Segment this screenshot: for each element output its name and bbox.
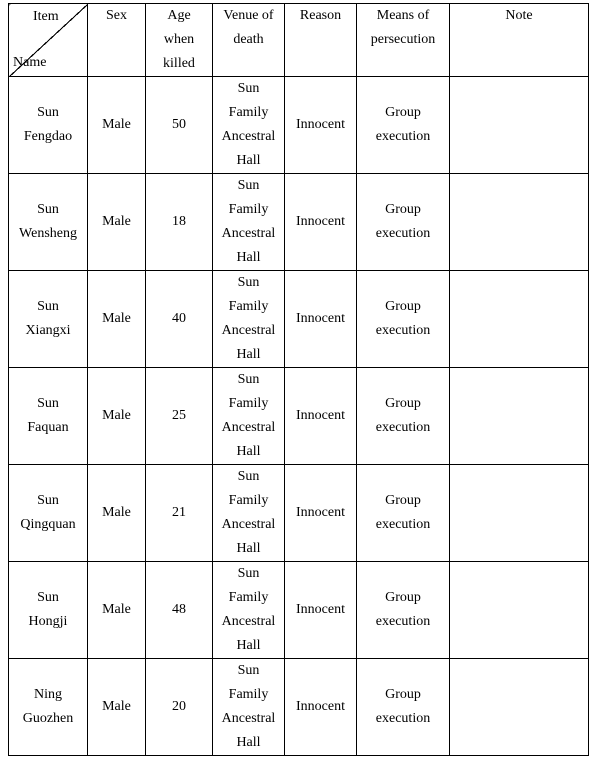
age-header-line: when <box>163 32 195 47</box>
name-cell-line: Sun <box>37 590 59 605</box>
table-row <box>9 174 589 271</box>
sex-cell: Male <box>88 174 146 271</box>
name-cell-line: Sun <box>37 493 59 508</box>
means-cell-line: execution <box>375 129 431 144</box>
note-cell <box>450 562 589 659</box>
means-header-line: persecution <box>370 32 436 47</box>
venue-cell-line: Ancestral <box>221 129 276 144</box>
age-header-line: Age <box>167 8 191 23</box>
venue-cell-line: Ancestral <box>221 517 276 532</box>
name-cell <box>9 368 88 465</box>
venue-cell-line: Sun <box>237 372 260 387</box>
name-cell-line: Guozhen <box>22 711 74 726</box>
age-cell: 48 <box>146 562 213 659</box>
table-row <box>9 465 589 562</box>
means-cell-line: execution <box>375 711 431 726</box>
means-cell-line: Group <box>385 396 421 411</box>
means-cell-line: Group <box>385 202 421 217</box>
venue-cell-line: Ancestral <box>221 614 276 629</box>
item-name-header <box>9 4 88 77</box>
table-row <box>9 562 589 659</box>
means-header <box>357 4 450 77</box>
age-cell: 20 <box>146 659 213 756</box>
means-cell <box>357 174 450 271</box>
name-cell <box>9 465 88 562</box>
name-cell-line: Fengdao <box>23 129 73 144</box>
means-cell-line: execution <box>375 517 431 532</box>
sex-header: Sex <box>88 4 146 77</box>
means-cell <box>357 465 450 562</box>
table-row <box>9 659 589 756</box>
means-cell <box>357 77 450 174</box>
reason-cell: Innocent <box>285 271 357 368</box>
means-header-line: Means of <box>376 8 430 23</box>
age-cell: 18 <box>146 174 213 271</box>
age-cell: 40 <box>146 271 213 368</box>
venue-cell-line: Hall <box>236 735 261 750</box>
venue-cell <box>213 562 285 659</box>
venue-cell-line: Sun <box>237 469 260 484</box>
venue-cell-line: Sun <box>237 81 260 96</box>
table-row <box>9 368 589 465</box>
means-cell <box>357 368 450 465</box>
name-cell-line: Faquan <box>27 420 69 435</box>
note-cell <box>450 368 589 465</box>
name-label: Name <box>13 55 47 70</box>
venue-cell-line: Hall <box>236 153 261 168</box>
name-cell <box>9 77 88 174</box>
sex-cell: Male <box>88 465 146 562</box>
venue-cell-line: Hall <box>236 347 261 362</box>
name-cell <box>9 271 88 368</box>
name-cell-line: Hongji <box>28 614 68 629</box>
age-cell: 50 <box>146 77 213 174</box>
venue-cell <box>213 77 285 174</box>
venue-cell-line: Family <box>228 687 269 702</box>
name-cell <box>9 174 88 271</box>
reason-cell: Innocent <box>285 562 357 659</box>
name-cell-line: Ning <box>34 687 62 702</box>
means-cell-line: Group <box>385 299 421 314</box>
reason-cell: Innocent <box>285 174 357 271</box>
name-cell-line: Sun <box>37 396 59 411</box>
name-cell-line: Qingquan <box>20 517 76 532</box>
reason-cell: Innocent <box>285 465 357 562</box>
venue-cell-line: Family <box>228 590 269 605</box>
venue-cell-line: Sun <box>237 275 260 290</box>
age-cell: 21 <box>146 465 213 562</box>
means-cell <box>357 271 450 368</box>
item-label: Item <box>33 9 59 24</box>
reason-header: Reason <box>285 4 357 77</box>
venue-cell-line: Sun <box>237 663 260 678</box>
means-cell <box>357 562 450 659</box>
venue-cell-line: Hall <box>236 638 261 653</box>
venue-cell-line: Family <box>228 299 269 314</box>
header-row <box>9 4 589 77</box>
venue-cell-line: Sun <box>237 178 260 193</box>
note-cell <box>450 465 589 562</box>
venue-header <box>213 4 285 77</box>
note-header: Note <box>450 4 589 77</box>
venue-cell-line: Family <box>228 202 269 217</box>
age-header <box>146 4 213 77</box>
name-cell-line: Sun <box>37 202 59 217</box>
means-cell-line: Group <box>385 590 421 605</box>
note-cell <box>450 659 589 756</box>
means-cell-line: execution <box>375 323 431 338</box>
venue-cell <box>213 174 285 271</box>
means-cell-line: Group <box>385 687 421 702</box>
reason-cell: Innocent <box>285 368 357 465</box>
sex-cell: Male <box>88 271 146 368</box>
victims-table <box>8 3 589 756</box>
table-row <box>9 77 589 174</box>
reason-cell: Innocent <box>285 77 357 174</box>
venue-cell <box>213 368 285 465</box>
sex-cell: Male <box>88 368 146 465</box>
venue-cell <box>213 271 285 368</box>
name-cell-line: Sun <box>37 299 59 314</box>
means-cell <box>357 659 450 756</box>
note-cell <box>450 174 589 271</box>
venue-cell-line: Ancestral <box>221 226 276 241</box>
name-cell <box>9 659 88 756</box>
note-cell <box>450 77 589 174</box>
means-cell-line: execution <box>375 420 431 435</box>
name-cell-line: Xiangxi <box>25 323 71 338</box>
venue-cell <box>213 659 285 756</box>
age-cell: 25 <box>146 368 213 465</box>
means-cell-line: Group <box>385 493 421 508</box>
sex-cell: Male <box>88 659 146 756</box>
venue-cell-line: Family <box>228 493 269 508</box>
venue-cell-line: Family <box>228 396 269 411</box>
venue-cell-line: Hall <box>236 541 261 556</box>
venue-header-line: Venue of <box>223 8 274 23</box>
venue-cell-line: Ancestral <box>221 323 276 338</box>
name-cell-line: Wensheng <box>19 226 77 241</box>
sex-cell: Male <box>88 562 146 659</box>
reason-cell: Innocent <box>285 659 357 756</box>
venue-cell-line: Family <box>228 105 269 120</box>
note-cell <box>450 271 589 368</box>
means-cell-line: execution <box>375 226 431 241</box>
name-cell <box>9 562 88 659</box>
venue-cell-line: Ancestral <box>221 711 276 726</box>
venue-cell-line: Sun <box>237 566 260 581</box>
age-header-line: killed <box>163 56 195 71</box>
venue-header-line: death <box>233 32 264 47</box>
sex-cell: Male <box>88 77 146 174</box>
venue-cell-line: Hall <box>236 444 261 459</box>
venue-cell-line: Ancestral <box>221 420 276 435</box>
means-cell-line: Group <box>385 105 421 120</box>
venue-cell <box>213 465 285 562</box>
venue-cell-line: Hall <box>236 250 261 265</box>
table-row <box>9 271 589 368</box>
name-cell-line: Sun <box>37 105 59 120</box>
means-cell-line: execution <box>375 614 431 629</box>
